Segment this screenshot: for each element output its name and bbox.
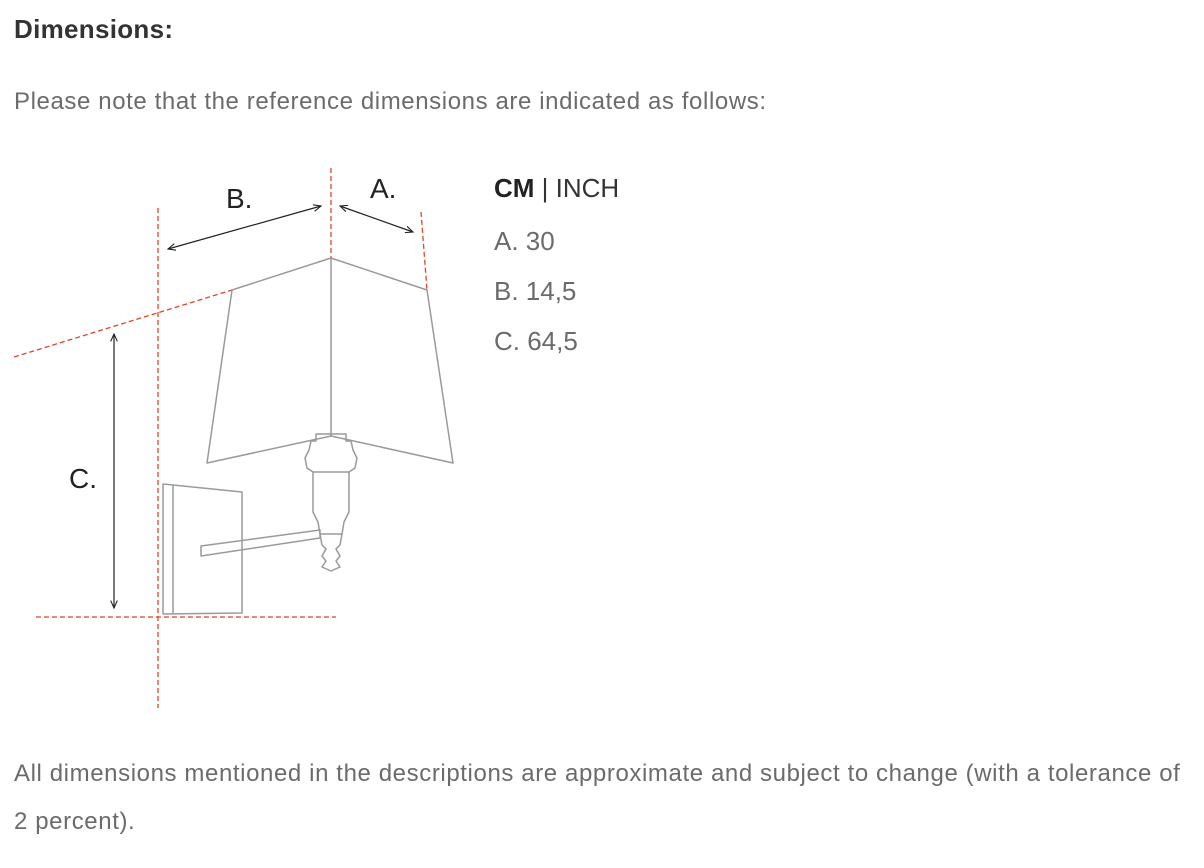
dimension-list — [494, 172, 619, 366]
unit-inch: INCH — [555, 173, 620, 203]
dimension-a: A. 30 — [494, 226, 555, 256]
dimension-b: B. 14,5 — [494, 276, 577, 306]
guide-lines — [14, 168, 427, 708]
lamp-shade — [207, 258, 453, 463]
unit-cm: CM — [494, 173, 535, 203]
guide-diagonal-top — [14, 290, 232, 357]
lamp-arm — [201, 530, 320, 556]
dimension-arrows — [114, 206, 413, 608]
unit-header — [494, 172, 619, 204]
tolerance-note: All dimensions mentioned in the descriptions are approximate and subject to change (with a tolerance of 2 percent). — [14, 760, 1181, 835]
arrow-a — [340, 206, 413, 232]
section-heading: Dimensions: — [14, 14, 174, 44]
label-a: A. — [370, 173, 397, 204]
unit-separator: | — [534, 173, 556, 203]
lamp-socket — [305, 434, 357, 571]
label-b: B. — [226, 183, 253, 214]
guide-vertical-right — [421, 212, 427, 290]
wall-plate — [163, 484, 242, 614]
dimension-c: C. 64,5 — [494, 326, 578, 356]
intro-text: Please note that the reference dimensions are indicated as follows: — [14, 88, 767, 115]
lamp-drawing — [163, 258, 453, 614]
label-c: C. — [69, 463, 97, 494]
